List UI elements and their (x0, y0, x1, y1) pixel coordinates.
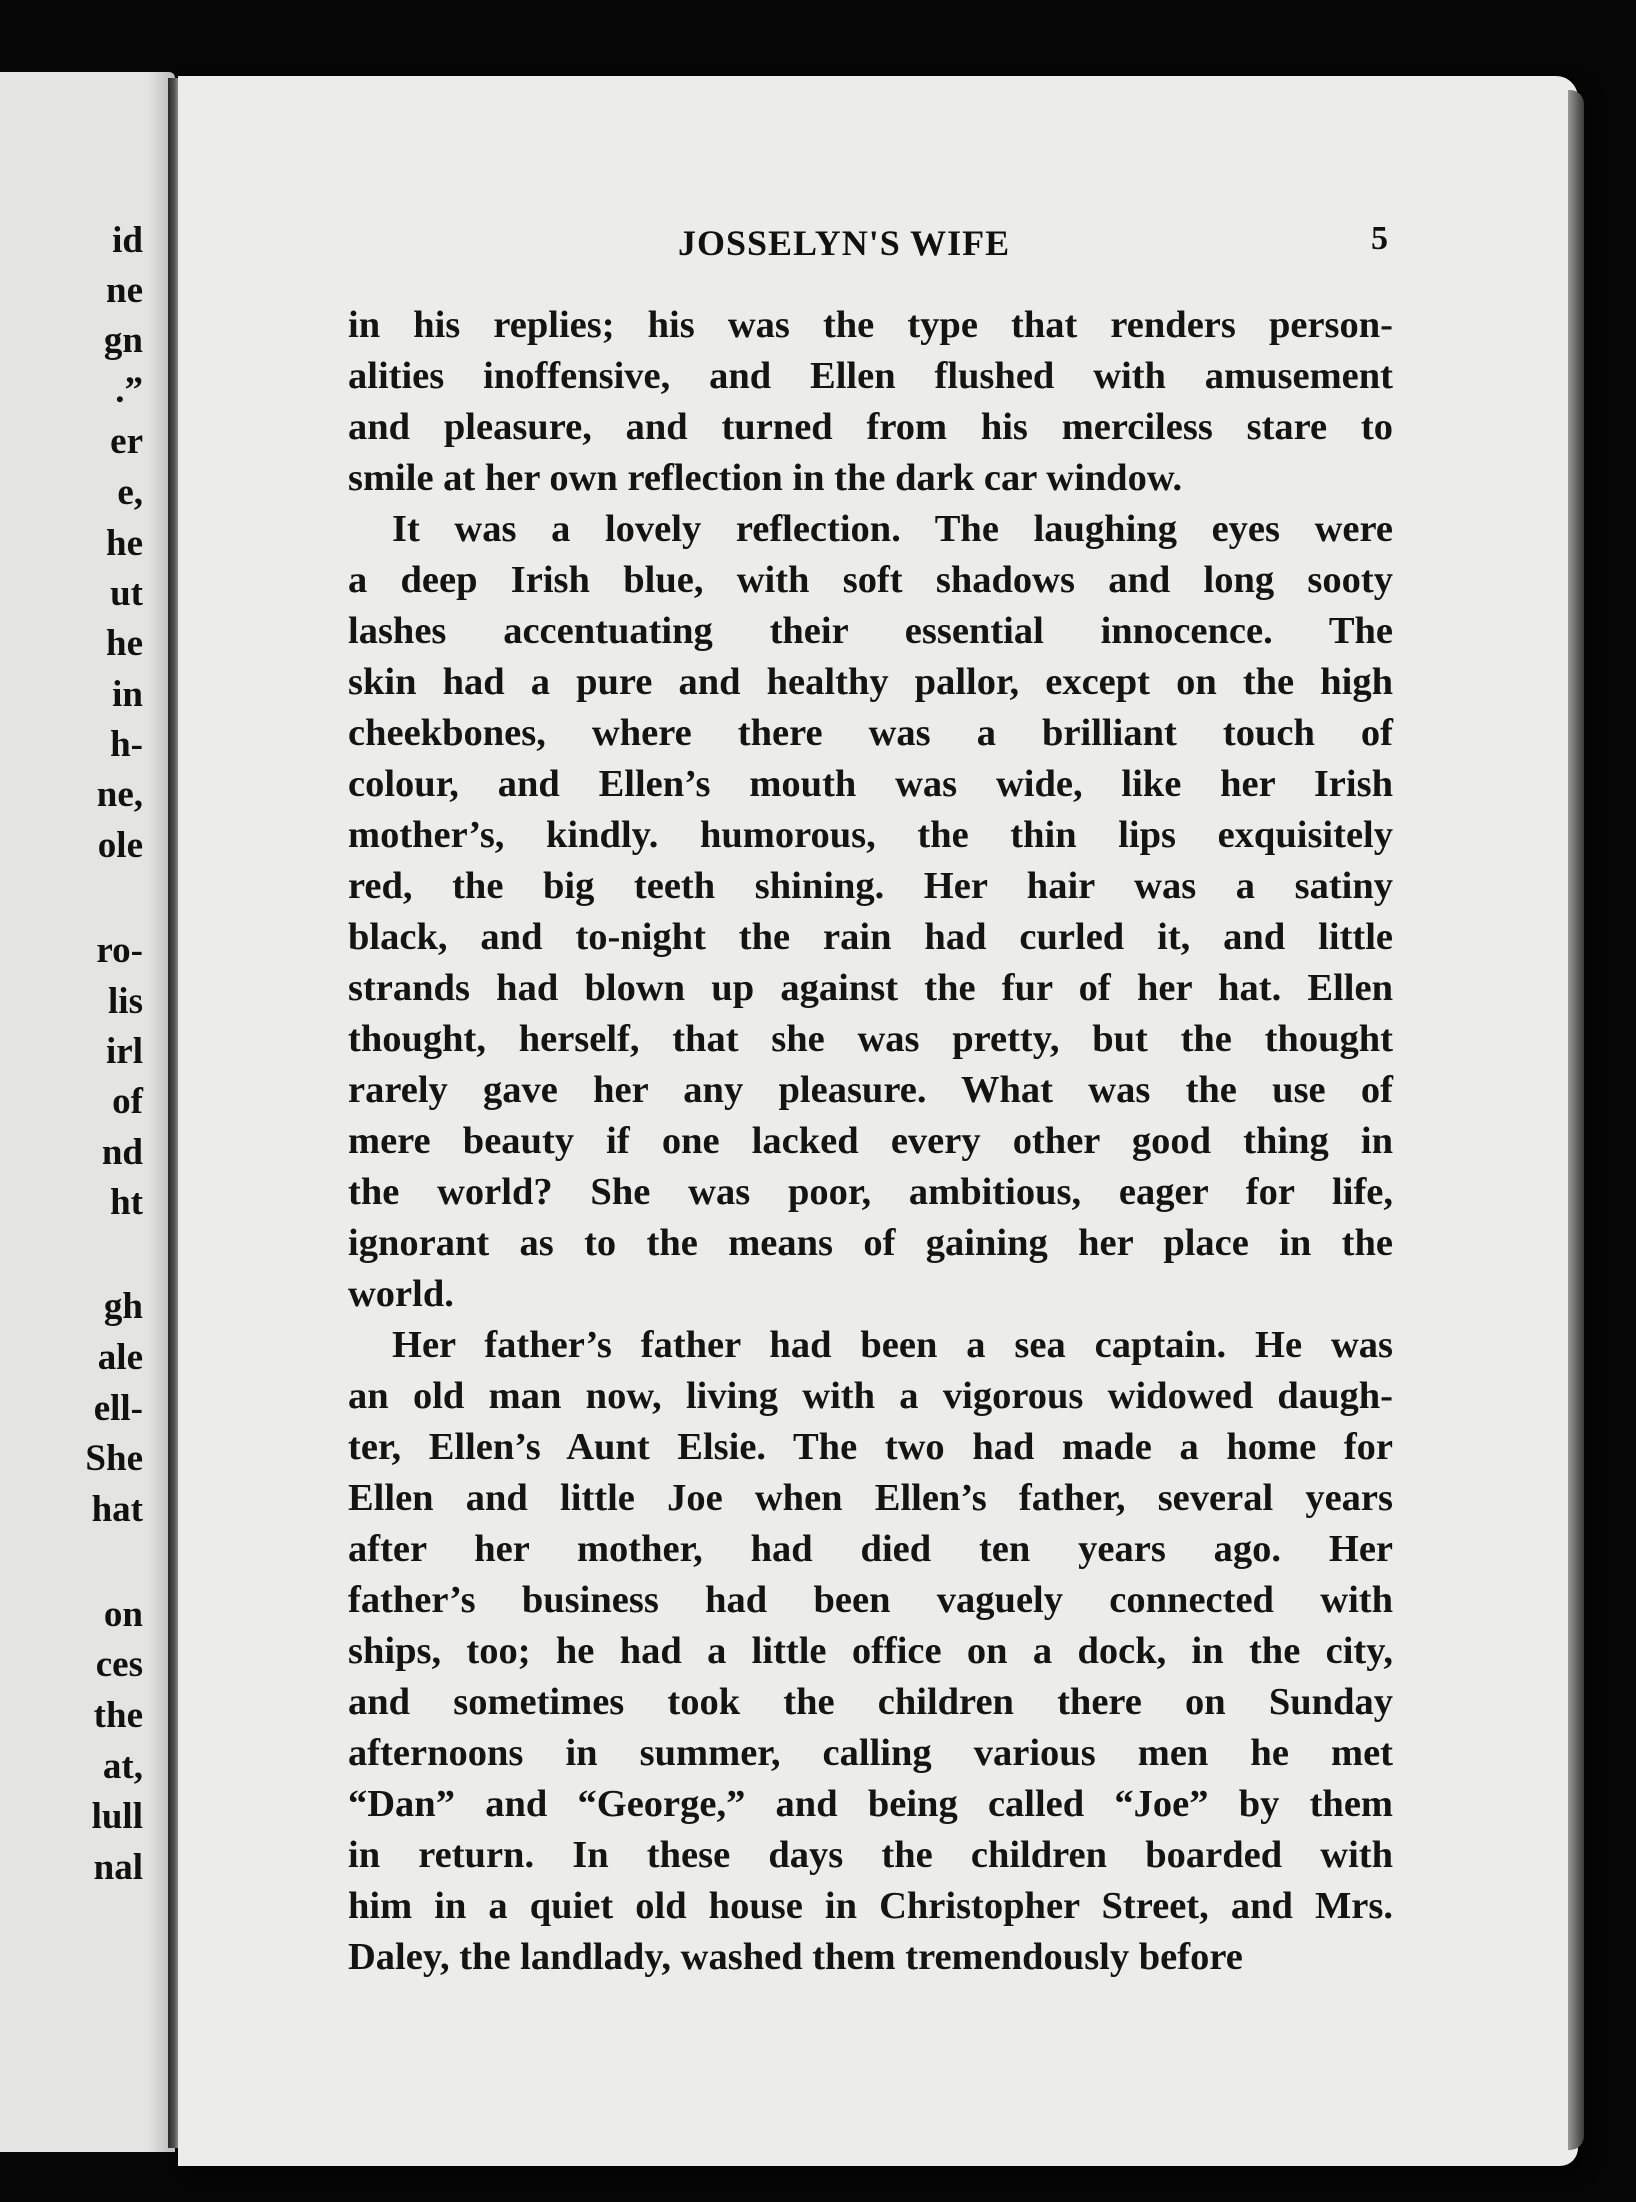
paragraph (348, 300, 1393, 504)
text-line: in return. In these days the children boarded with (348, 1834, 1393, 1876)
text-line: and sometimes took the children there on Sunday (348, 1681, 1393, 1723)
left-page-fragment: ole (97, 825, 143, 866)
text-line: cheekbones, where there was a brilliant touch of (348, 712, 1393, 754)
running-head: JOSSELYN'S WIFE (678, 223, 1011, 263)
text-line: ignorant as to the means of gaining her place in the (348, 1222, 1393, 1264)
text-line: a deep Irish blue, with soft shadows and long sooty (348, 559, 1393, 601)
text-line: rarely gave her any pleasure. What was the use of (348, 1069, 1393, 1111)
left-page-fragment: on (103, 1594, 143, 1635)
text-line: Her father’s father had been a sea captain. He was (392, 1324, 1393, 1366)
body-text (348, 300, 1393, 1983)
text-line: ships, too; he had a little office on a dock, in the city, (348, 1630, 1393, 1672)
left-page-fragment: ut (110, 573, 143, 614)
left-page-fragment: lis (108, 981, 143, 1022)
left-page-fragment: gn (103, 320, 143, 361)
text-line: Ellen and little Joe when Ellen’s father, several years (348, 1477, 1393, 1519)
left-page-fragment: e, (117, 472, 143, 513)
left-page-fragment: ell- (93, 1388, 143, 1429)
text-line: black, and to-night the rain had curled it, and little (348, 916, 1393, 958)
page-number: 5 (1371, 220, 1388, 257)
left-page-fragment: he (106, 623, 143, 664)
text-line: “Dan” and “George,” and being called “Joe” by them (348, 1783, 1393, 1825)
paragraph (348, 504, 1393, 1320)
left-page-fragment: ne, (96, 774, 143, 815)
right-page-edge (1568, 90, 1584, 2150)
text-line: Daley, the landlady, washed them tremendously before (348, 1936, 1243, 1978)
left-page-fragment: gh (103, 1286, 143, 1327)
text-line: and pleasure, and turned from his merciless stare to (348, 406, 1393, 448)
text-line: lashes accentuating their essential innocence. The (348, 610, 1393, 652)
left-page-fragment: irl (106, 1031, 143, 1072)
text-line: alities inoffensive, and Ellen flushed with amusement (348, 355, 1393, 397)
text-line: world. (348, 1273, 454, 1315)
text-line: It was a lovely reflection. The laughing eyes were (392, 508, 1393, 550)
left-page-fragment: er (110, 421, 143, 462)
left-page-fragment: ces (95, 1644, 143, 1685)
text-line: him in a quiet old house in Christopher Street, and Mrs. (348, 1885, 1393, 1927)
text-line: red, the big teeth shining. Her hair was a satiny (348, 865, 1393, 907)
text-line: the world? She was poor, ambitious, eager for life, (348, 1171, 1393, 1213)
text-line: strands had blown up against the fur of her hat. Ellen (348, 967, 1393, 1009)
text-line: an old man now, living with a vigorous widowed daugh- (348, 1375, 1393, 1417)
text-line: smile at her own reflection in the dark car window. (348, 457, 1183, 499)
left-page-fragment: the (93, 1695, 143, 1736)
left-page-fragment: h- (110, 724, 143, 765)
left-page-fragment: .” (115, 370, 143, 411)
text-line: thought, herself, that she was pretty, but the thought (348, 1018, 1393, 1060)
text-line: after her mother, had died ten years ago. Her (348, 1528, 1393, 1570)
left-page-fragment: he (106, 523, 143, 564)
left-page-fragment: ne (106, 270, 143, 311)
left-page-fragment: nd (101, 1132, 143, 1173)
paragraph (348, 1320, 1393, 1983)
left-page-fragment: lull (91, 1796, 143, 1837)
left-page-fragment: of (112, 1081, 143, 1122)
text-line: in his replies; his was the type that renders person- (348, 304, 1393, 346)
text-line: mere beauty if one lacked every other good thing in (348, 1120, 1393, 1162)
text-line: mother’s, kindly. humorous, the thin lips exquisitely (348, 814, 1393, 856)
left-page (0, 72, 175, 2152)
left-page-fragment: id (112, 220, 143, 261)
text-line: father’s business had been vaguely connected with (348, 1579, 1393, 1621)
left-page-fragment: ht (110, 1182, 143, 1223)
text-line: ter, Ellen’s Aunt Elsie. The two had made a home for (348, 1426, 1393, 1468)
left-page-fragment: nal (93, 1847, 143, 1888)
left-page-fragment: in (112, 674, 143, 715)
left-page-fragment: ale (97, 1337, 143, 1378)
left-page-fragment: She (85, 1438, 143, 1479)
page-header (348, 218, 1388, 268)
left-page-fragment: at, (102, 1746, 143, 1787)
text-line: skin had a pure and healthy pallor, except on the high (348, 661, 1393, 703)
text-line: afternoons in summer, calling various men he met (348, 1732, 1393, 1774)
left-page-fragment: ro- (96, 930, 143, 971)
text-line: colour, and Ellen’s mouth was wide, like her Irish (348, 763, 1393, 805)
left-page-fragment: hat (91, 1489, 143, 1530)
